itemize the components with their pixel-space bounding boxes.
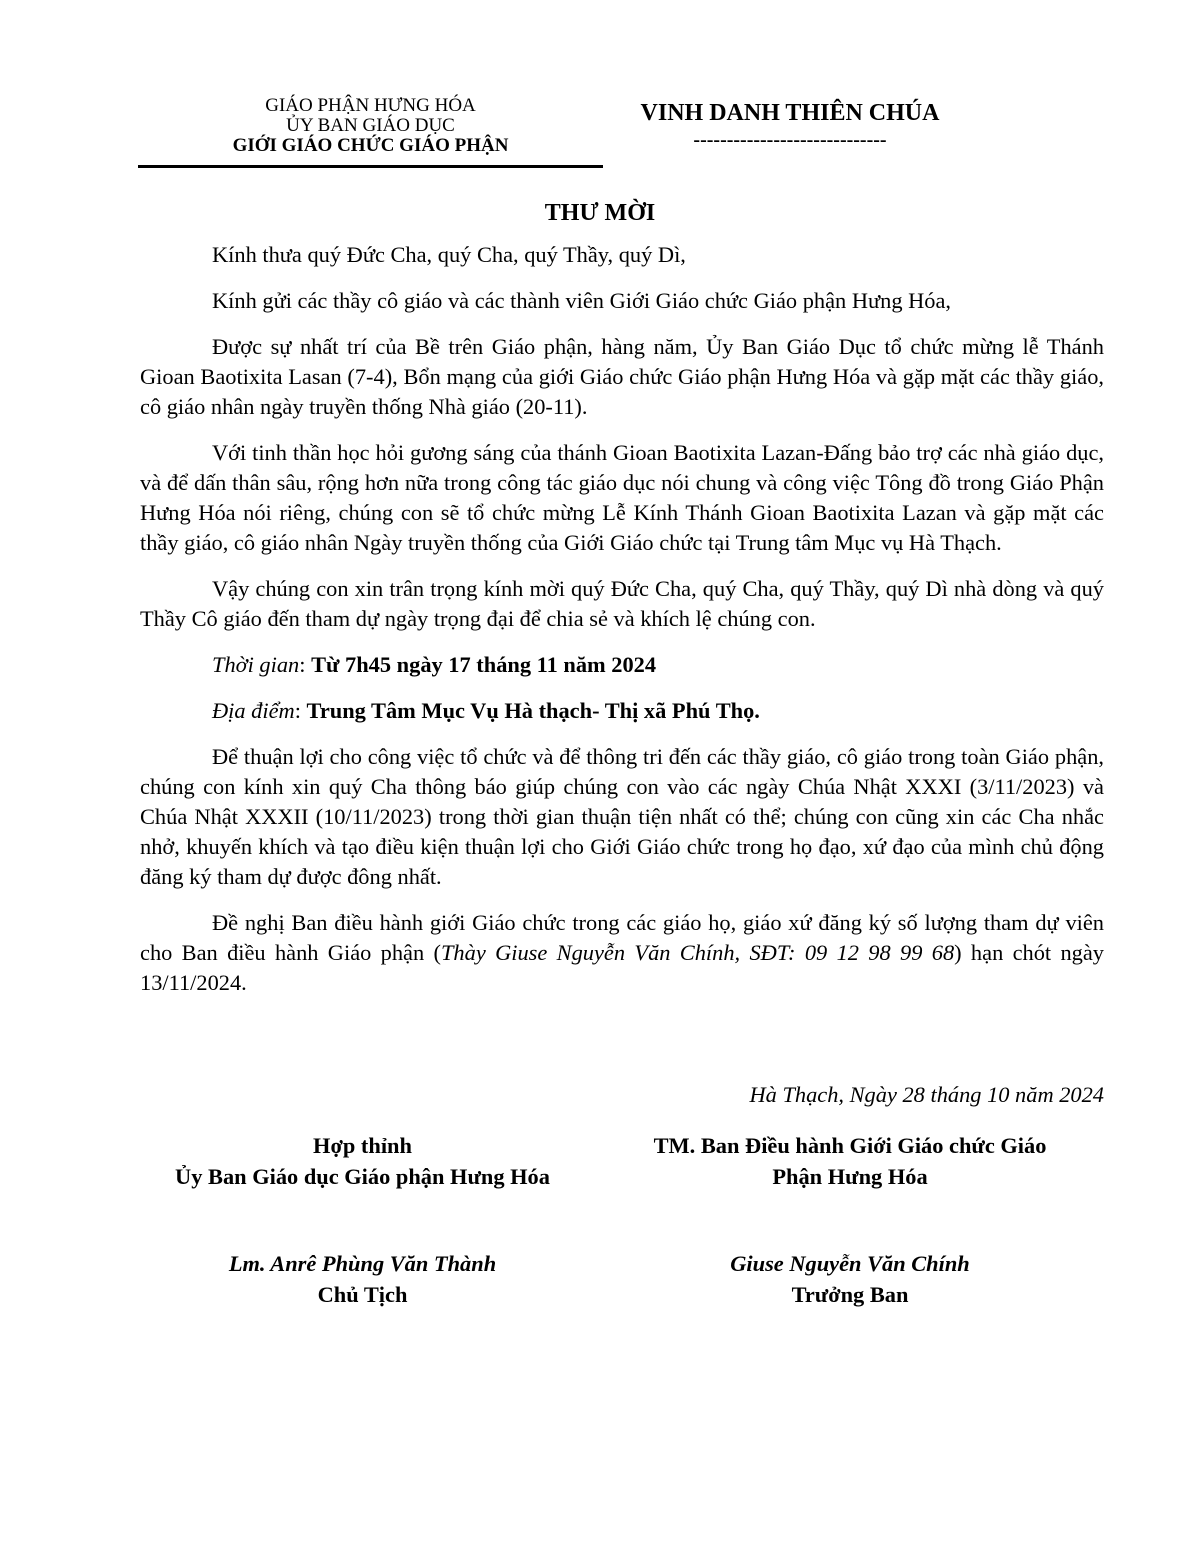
organization-header — [138, 96, 603, 156]
header-underline — [138, 165, 603, 168]
para5-after: ) hạn chót ngày 13/11/2024. — [140, 940, 1105, 995]
place-date: Hà Thạch, Ngày 28 tháng 10 năm 2024 — [749, 1082, 1104, 1107]
event-time: Thời gian: Từ 7h45 ngày 17 tháng 11 năm 2024 — [212, 652, 657, 677]
signer-right-role: Trưởng Ban — [791, 1282, 909, 1307]
org-line-diocese: GIÁO PHẬN HƯNG HÓA — [265, 95, 476, 116]
signature-block-right — [600, 1130, 1100, 1192]
letter-body — [140, 240, 1104, 1014]
para5-before: Đề nghị Ban điều hành giới Giáo chức trong các giáo họ, giáo xứ đăng ký số lượng tham dự viên cho Ban điều hành Giáo phận ( — [140, 910, 1104, 965]
signer-left — [140, 1248, 585, 1310]
motto-header — [600, 96, 980, 150]
motto-rule: ----------------------------- — [693, 129, 887, 151]
document-title: THƯ MỜI — [544, 200, 656, 226]
paragraph-5 — [140, 908, 1104, 998]
signer-left-name: Lm. Anrê Phùng Văn Thành — [228, 1251, 497, 1276]
sig-right-line2: Phận Hưng Hóa — [772, 1164, 928, 1189]
sig-right-line1: TM. Ban Điều hành Giới Giáo chức Giáo — [653, 1133, 1047, 1158]
signer-right-name: Giuse Nguyễn Văn Chính — [730, 1251, 970, 1276]
salutation-2: Kính gửi các thầy cô giáo và các thành viên Giới Giáo chức Giáo phận Hưng Hóa, — [212, 288, 952, 313]
location-label: Địa điểm — [212, 698, 295, 723]
signer-right — [600, 1248, 1100, 1310]
motto-text: VINH DANH THIÊN CHÚA — [640, 100, 940, 126]
org-line-group: GIỚI GIÁO CHỨC GIÁO PHẬN — [232, 135, 509, 156]
contact-info: Thày Giuse Nguyễn Văn Chính, SĐT: 09 12 98 99 68 — [440, 940, 955, 965]
time-label: Thời gian — [212, 652, 300, 677]
event-location: Địa điểm: Trung Tâm Mục Vụ Hà thạch- Thị xã Phú Thọ. — [212, 698, 760, 723]
paragraph-1: Được sự nhất trí của Bề trên Giáo phận, hàng năm, Ủy Ban Giáo Dục tổ chức mừng lễ Thánh Gioan Baotixita Lasan (7-4), Bổn mạng của giới Giáo chức Giáo phận Hưng Hóa và gặp mặt các thầy giáo, cô giáo nhân ngày truyền thống Nhà giáo (20-11). — [140, 334, 1104, 419]
paragraph-2: Với tinh thần học hỏi gương sáng của thánh Gioan Baotixita Lazan-Đấng bảo trợ các nhà giáo dục, và để dấn thân sâu, rộng hơn nữa trong công tác giáo dục nói chung và công việc Tông đồ trong Giáo Phận Hưng Hóa nói riêng, chúng con sẽ tổ chức mừng Lễ Kính Thánh Gioan Baotixita Lazan và gặp mặt các thầy giáo, cô giáo nhân Ngày truyền thống của Giới Giáo chức tại Trung tâm Mục vụ Hà Thạch. — [140, 440, 1104, 555]
signature-block-left — [140, 1130, 585, 1192]
location-value: Trung Tâm Mục Vụ Hà thạch- Thị xã Phú Thọ. — [306, 698, 760, 723]
signer-left-role: Chủ Tịch — [317, 1282, 408, 1307]
org-line-committee: ỦY BAN GIÁO DỤC — [286, 115, 455, 136]
time-value: Từ 7h45 ngày 17 tháng 11 năm 2024 — [311, 652, 657, 677]
paragraph-3: Vậy chúng con xin trân trọng kính mời quý Đức Cha, quý Cha, quý Thầy, quý Dì nhà dòng và quý Thầy Cô giáo đến tham dự ngày trọng đại để chia sẻ và khích lệ chúng con. — [140, 576, 1104, 631]
sig-left-line2: Ủy Ban Giáo dục Giáo phận Hưng Hóa — [175, 1164, 550, 1189]
sig-left-line1: Hợp thỉnh — [313, 1133, 412, 1158]
salutation-1: Kính thưa quý Đức Cha, quý Cha, quý Thầy, quý Dì, — [212, 242, 686, 267]
paragraph-4: Để thuận lợi cho công việc tổ chức và để thông tri đến các thầy giáo, cô giáo trong toàn Giáo phận, chúng con kính xin quý Cha thông báo giúp chúng con vào các ngày Chúa Nhật XXXI (3/11/2023) và Chúa Nhật XXXII (10/11/2023) trong thời gian thuận tiện nhất có thể; chúng con cũng xin các Cha nhắc nhở, khuyến khích và tạo điều kiện thuận lợi cho Giới Giáo chức trong họ đạo, xứ đạo của mình chủ động đăng ký tham dự được đông nhất. — [140, 744, 1104, 889]
